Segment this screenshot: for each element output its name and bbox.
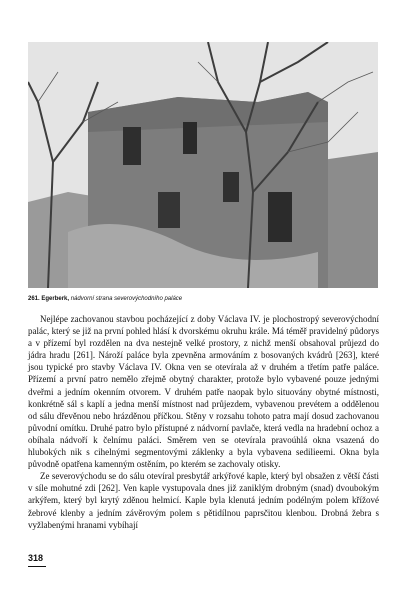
paragraph-2: Ze severovýchodu se do sálu otevíral presbytář arkýřové kaple, který byl obsažen z větší části v síle mohutné zdi [262]. Ven kaple vystupovala dnes již zaniklým drobným (snad) dvoubokým arkýřem, který byl krytý zděnou helmicí. Kaple byla klenutá jedním podélným polem křížové žebrové klenby a jedním závěrovým polem s pětidílnou paprsčitou klenbou. Drobná žebra s vyžlabenými hranami vybíhají bbox=[28, 471, 379, 530]
figure-description: nádvorní strana severovýchodního paláce bbox=[70, 296, 183, 302]
figure-title: Egerberk, bbox=[41, 296, 70, 302]
page-number-rule bbox=[28, 566, 46, 567]
figure-caption bbox=[28, 295, 388, 303]
figure-number: 261. bbox=[28, 296, 40, 302]
page-number: 318 bbox=[28, 553, 44, 563]
body-text bbox=[28, 313, 379, 531]
castle-ruin-image bbox=[28, 42, 378, 288]
figure-photo bbox=[28, 42, 378, 288]
paragraph-1: Nejlépe zachovanou stavbou pocházející z doby Václava IV. je plochostropý severovýchodní palác, který se již na první pohled hlásí k dvorskému okruhu krále. Má téměř pravidelný půdorys a v přízemí byl rozdělen na dva nestejně velké prostory, z nichž menší obsahoval průjezd do jádra hradu [261]. Nároží paláce byla zpevněna armováním z bosovaných kvádrů [263], které jsou typické pro stavby Václava IV. Okna ven se otevírala až v druhém a třetím patře paláce. Přízemí a první patro nemělo zřejmě obytný charakter, protože bylo vybavené pouze jednými dveřmi a jedním okenním otvorem. V druhém patře naopak bylo situovány obytné místnosti, konkrétně sál s kaplí a jedna menší místnost nad průjezdem, vybavenou prevétem a oddělenou od sálu dřevěnou nebo hrázděnou příčkou. Stěny v rozsahu tohoto patra mají dosud zachovanou původní omítku. Druhé patro bylo přístupné z nádvorní pavlače, která vedla na hradební ochoz a obíhala nádvoří k čelnímu paláci. Směrem ven se otevírala pravoúhlá okna vsazená do hlubokých nik s cihelnými segmentovými záklenky a byla vybavena sedilieemi. Okna byla původně opatřena kamenným ostěním, po kterém se zachovaly otisky. bbox=[28, 314, 379, 470]
